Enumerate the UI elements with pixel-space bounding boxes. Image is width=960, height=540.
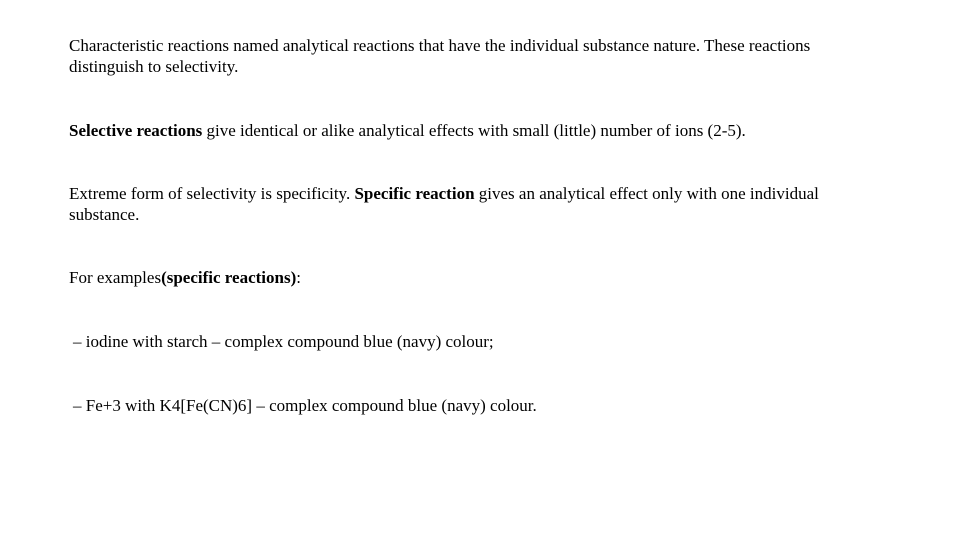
selective-reactions-text: give identical or alike analytical effects with small (little) number of ions (2-5). xyxy=(202,121,746,140)
examples-lead: For examples xyxy=(69,268,162,287)
definition-text: Characteristic reactions named analytical reactions that have the individual substance nature. These reactions distinguish to selectivity. xyxy=(69,36,811,76)
selective-reactions-term: Selective reactions xyxy=(69,121,203,140)
examples-colon: : xyxy=(296,268,301,287)
specificity-text: gives an analytical effect only with one individual substance. xyxy=(69,184,819,224)
example-iron-text: – Fe+3 with K4[Fe(CN)6] – complex compound blue (navy) colour. xyxy=(73,396,537,415)
specificity-lead: Extreme form of selectivity is specificity. xyxy=(69,184,355,203)
paragraph-selective-reactions xyxy=(69,120,889,141)
specific-reaction-term: Specific reaction xyxy=(354,184,475,203)
paragraph-specificity xyxy=(69,183,889,225)
example-item-iron xyxy=(73,395,893,416)
paragraph-definition xyxy=(69,35,889,77)
paragraph-examples-heading xyxy=(69,267,889,288)
example-iodine-text: – iodine with starch – complex compound blue (navy) colour; xyxy=(73,332,494,351)
examples-term: (specific reactions) xyxy=(161,268,297,287)
example-item-iodine xyxy=(73,331,893,352)
